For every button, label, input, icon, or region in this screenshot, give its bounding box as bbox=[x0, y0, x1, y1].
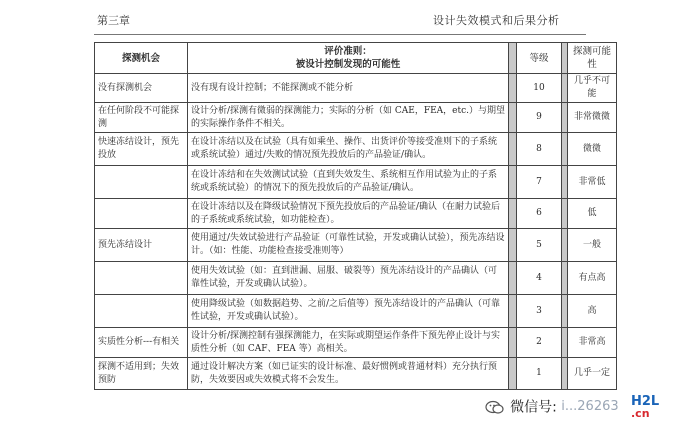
logo-top: H2L bbox=[631, 394, 660, 409]
table-row bbox=[95, 262, 617, 295]
likelihood-cell: 高 bbox=[568, 295, 617, 328]
table-row bbox=[95, 358, 617, 390]
gap-cell bbox=[509, 74, 517, 103]
criteria-cell: 通过设计解决方案（如已证实的设计标准、最好惯例或普通材料）充分执行预防，失效要因或失效模式将不会发生。 bbox=[188, 358, 509, 390]
wechat-icon bbox=[485, 400, 505, 414]
criteria-cell: 设计分析/探测有微弱的探测能力；实际的分析（如 CAE，FEA，etc.）与期望的实际操作条件不相关。 bbox=[188, 103, 509, 133]
opportunity-cell bbox=[95, 262, 188, 295]
criteria-cell: 设计分析/探测控制有强探测能力，在实际或期望运作条件下预先停止设计与实质性分析（如 CAF、FEA 等）高相关。 bbox=[188, 328, 509, 358]
header-opportunity: 探测机会 bbox=[95, 43, 188, 74]
table-row bbox=[95, 328, 617, 358]
opportunity-cell: 探测不适用到；失效预防 bbox=[95, 358, 188, 390]
likelihood-cell: 低 bbox=[568, 199, 617, 229]
likelihood-cell: 有点高 bbox=[568, 262, 617, 295]
detection-criteria-table bbox=[94, 42, 617, 390]
rank-cell: 3 bbox=[517, 295, 562, 328]
wechat-id-value: i...26263 bbox=[561, 399, 619, 414]
table-row bbox=[95, 74, 617, 103]
likelihood-cell: 非常微微 bbox=[568, 103, 617, 133]
likelihood-cell: 几乎一定 bbox=[568, 358, 617, 390]
opportunity-cell: 没有探测机会 bbox=[95, 74, 188, 103]
likelihood-cell: 几乎不可能 bbox=[568, 74, 617, 103]
gap-cell bbox=[509, 262, 517, 295]
rank-cell: 9 bbox=[517, 103, 562, 133]
gap-cell bbox=[509, 166, 517, 199]
gap-column bbox=[509, 43, 517, 74]
opportunity-cell: 在任何阶段不可能探测 bbox=[95, 103, 188, 133]
likelihood-cell: 非常高 bbox=[568, 328, 617, 358]
h2l-logo bbox=[631, 396, 659, 420]
header-rule bbox=[94, 34, 586, 35]
criteria-cell: 在设计冻结和在失效测试试验（直到失效发生、系统相互作用试验为止的子系统或系统试验）的情况下的预先投放后的产品验证/确认。 bbox=[188, 166, 509, 199]
rank-cell: 6 bbox=[517, 199, 562, 229]
header-criteria bbox=[188, 43, 509, 74]
criteria-cell: 在设计冻结以及在降级试验情况下预先投放后的产品验证/确认（在耐力试验后的子系统或系统试验，如功能检查）。 bbox=[188, 199, 509, 229]
rank-cell: 1 bbox=[517, 358, 562, 390]
table-row bbox=[95, 133, 617, 166]
logo-bottom: .cn bbox=[631, 407, 650, 420]
gap-cell bbox=[509, 358, 517, 390]
rank-cell: 2 bbox=[517, 328, 562, 358]
criteria-cell: 没有现有设计控制；不能探测或不能分析 bbox=[188, 74, 509, 103]
rank-cell: 5 bbox=[517, 229, 562, 262]
book-title: 设计失效模式和后果分析 bbox=[433, 14, 560, 27]
opportunity-cell: 预先冻结设计 bbox=[95, 229, 188, 262]
likelihood-cell: 非常低 bbox=[568, 166, 617, 199]
chapter-label: 第三章 bbox=[97, 14, 130, 27]
opportunity-cell bbox=[95, 166, 188, 199]
gap-cell bbox=[509, 229, 517, 262]
opportunity-cell bbox=[95, 199, 188, 229]
rank-cell: 8 bbox=[517, 133, 562, 166]
criteria-cell: 使用通过/失效试验进行产品验证（可靠性试验，开发或确认试验），预先冻结设计。（如：性能、功能检查接受准则等） bbox=[188, 229, 509, 262]
criteria-cell: 使用失效试验（如：直到泄漏、屈服、破裂等）预先冻结设计的产品确认（可靠性试验，开发或确认试验）。 bbox=[188, 262, 509, 295]
wechat-id-label: 微信号: bbox=[510, 399, 562, 416]
wechat-watermark bbox=[485, 396, 619, 417]
table-row bbox=[95, 229, 617, 262]
table-row bbox=[95, 103, 617, 133]
opportunity-cell: 实质性分析---有相关 bbox=[95, 328, 188, 358]
table-row bbox=[95, 166, 617, 199]
gap-cell bbox=[509, 295, 517, 328]
table-header-row bbox=[95, 43, 617, 74]
opportunity-cell: 快速冻结设计，预先投放 bbox=[95, 133, 188, 166]
likelihood-cell: 一般 bbox=[568, 229, 617, 262]
header-criteria-line2: 被设计控制发现的可能性 bbox=[295, 59, 401, 70]
header-criteria-line1: 评价准则： bbox=[324, 46, 372, 57]
gap-cell bbox=[509, 103, 517, 133]
gap-cell bbox=[509, 328, 517, 358]
rank-cell: 10 bbox=[517, 74, 562, 103]
rank-cell: 4 bbox=[517, 262, 562, 295]
header-rank: 等级 bbox=[517, 43, 562, 74]
gap-cell bbox=[509, 133, 517, 166]
criteria-cell: 使用降级试验（如数据趋势、之前/之后值等）预先冻结设计的产品确认（可靠性试验，开发或确认试验）。 bbox=[188, 295, 509, 328]
likelihood-cell: 微微 bbox=[568, 133, 617, 166]
gap-cell bbox=[509, 199, 517, 229]
rank-cell: 7 bbox=[517, 166, 562, 199]
table-row bbox=[95, 199, 617, 229]
header-likelihood: 探测可能性 bbox=[568, 43, 617, 74]
table-row bbox=[95, 295, 617, 328]
criteria-cell: 在设计冻结以及在试验（具有如乘坐、操作、出货评价等接受准则下的子系统或系统试验）通过/失败的情况预先投放后的产品验证/确认。 bbox=[188, 133, 509, 166]
opportunity-cell bbox=[95, 295, 188, 328]
